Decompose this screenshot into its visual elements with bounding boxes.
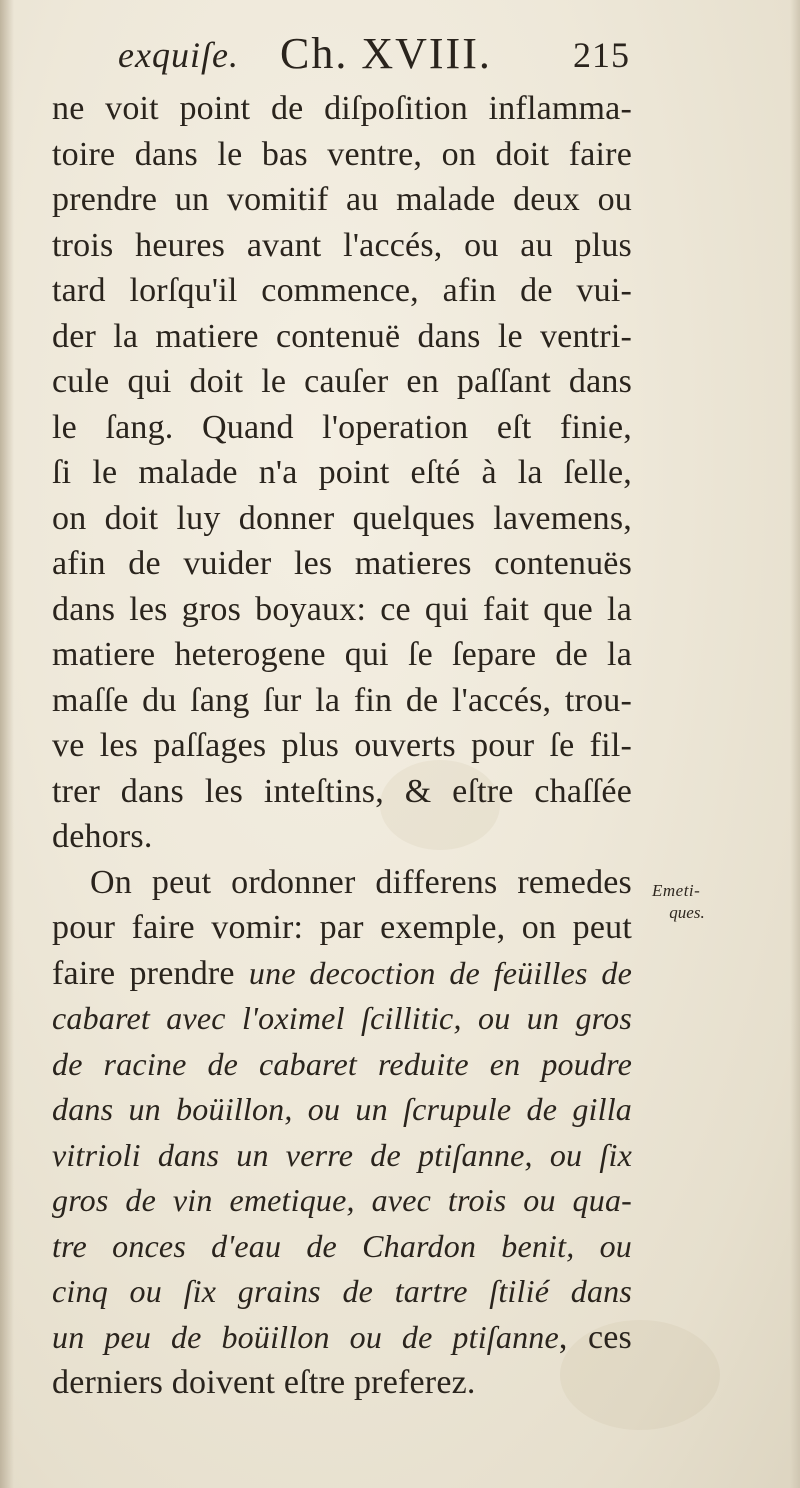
running-head-catchword: exquiſe.	[118, 35, 239, 75]
text-line: on doit luy donner quelques lavemens,	[52, 499, 632, 537]
margin-note	[652, 880, 730, 924]
text-line: vitrioli dans un verre de ptiſanne, ou ſix	[52, 1136, 632, 1173]
text-roman: faire prendre	[52, 954, 249, 992]
text-line: tre onces d'eau de Chardon benit, ou	[52, 1227, 632, 1264]
margin-note-line: Emeti-	[652, 881, 701, 900]
text-line: On peut ordonner differens remedes	[90, 863, 632, 901]
text-line: toire dans le bas ventre, on doit faire	[52, 135, 632, 173]
text-line: trer dans les inteſtins, & eſtre chaſſée	[52, 772, 632, 810]
margin-note-line: ques.	[669, 903, 705, 922]
text-line: pour faire vomir: par exemple, on peut	[52, 909, 632, 946]
text-line: afin de vuider les matieres contenuës	[52, 545, 632, 582]
page-number: 215	[573, 35, 630, 75]
running-head	[118, 28, 630, 86]
text-line	[52, 951, 632, 997]
text-line: cabaret avec l'oximel ſcillitic, ou un gros	[52, 1000, 632, 1036]
text-line: maſſe du ſang ſur la fin de l'accés, trou-	[52, 681, 632, 719]
page-left-edge-shadow	[0, 0, 14, 1488]
text-line: ne voit point de diſpoſition inflamma-	[52, 90, 632, 127]
text-line: le ſang. Quand l'operation eſt finie,	[52, 408, 632, 446]
text-line: tard lorſqu'il commence, afin de vui-	[52, 272, 632, 309]
text-line: prendre un vomitif au malade deux ou	[52, 181, 632, 218]
text-italic: un peu de boüillon ou de ptiſanne	[52, 1318, 559, 1355]
text-line: dehors.	[52, 818, 153, 855]
text-line	[52, 1315, 632, 1361]
text-line: gros de vin emetique, avec trois ou qua-	[52, 1182, 632, 1218]
body-text	[52, 86, 632, 1406]
text-roman: , ces	[558, 1318, 632, 1356]
text-line: derniers doivent eſtre preferez.	[52, 1364, 476, 1401]
text-line: matiere heterogene qui ſe ſepare de la	[52, 636, 632, 673]
text-line: dans un boüillon, ou un ſcrupule de gilla	[52, 1091, 632, 1127]
text-line: cule qui doit le cauſer en paſſant dans	[52, 363, 632, 400]
text-line: der la matiere contenuë dans le ventri-	[52, 317, 632, 355]
running-head-chapter: Ch. XVIII.	[280, 29, 492, 78]
text-line: ſi le malade n'a point eſté à la ſelle,	[52, 454, 632, 491]
text-line: cinq ou ſix grains de tartre ſtilié dans	[52, 1273, 632, 1309]
text-italic: une decoction de feüilles de	[248, 954, 632, 991]
text-line: dans les gros boyaux: ce qui fait que la	[52, 590, 632, 628]
text-line: de racine de cabaret reduite en poudre	[52, 1045, 632, 1082]
text-line: ve les paſſages plus ouverts pour ſe fil-	[52, 727, 632, 764]
text-line: trois heures avant l'accés, ou au plus	[52, 226, 632, 264]
page-right-edge-shadow	[790, 0, 800, 1488]
